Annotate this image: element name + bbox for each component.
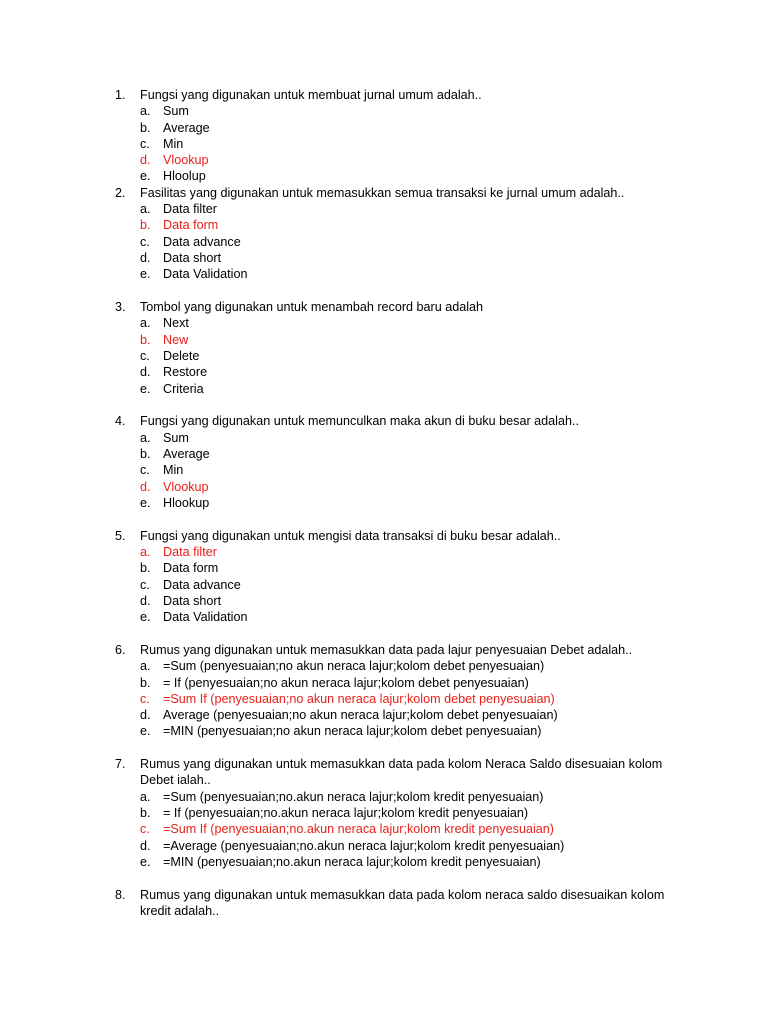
question-number: 3. [115,300,126,315]
answer-option-correct [0,479,768,495]
answer-option [0,168,768,184]
question-row [0,87,768,103]
option-letter: e. [140,381,151,396]
option-text: =Sum If (penyesuaian;no.akun neraca lajur;kolom kredit penyesuaian) [163,822,554,837]
answer-option [0,266,768,282]
question-text: Fungsi yang digunakan untuk membuat jurnal umum adalah.. [140,88,482,102]
question-8 [0,887,768,920]
option-letter: a. [140,104,151,119]
option-letter: e. [140,610,151,625]
answer-option-correct [0,217,768,233]
option-letter: a. [140,316,151,331]
option-letter: e. [140,169,151,184]
option-letter: d. [140,479,151,494]
option-text: Vlookup [163,153,209,168]
question-number: 7. [115,757,126,772]
option-letter: e. [140,495,151,510]
answer-option [0,838,768,854]
answer-option [0,315,768,331]
answer-option [0,658,768,674]
option-text: Data filter [163,202,217,217]
option-text: Hlookup [163,495,210,510]
question-7 [0,756,768,870]
question-row [0,185,768,201]
option-letter: c. [140,463,150,478]
answer-option-correct [0,152,768,168]
option-text: = If (penyesuaian;no akun neraca lajur;kolom debet penyesuaian) [163,675,529,690]
question-1 [0,87,768,185]
answer-option [0,364,768,380]
answer-option [0,430,768,446]
option-text: Sum [163,430,189,445]
option-letter: e. [140,854,151,869]
option-text: =Average (penyesuaian;no.akun neraca lajur;kolom kredit penyesuaian) [163,838,565,853]
option-text: =MIN (penyesuaian;no akun neraca lajur;kolom debet penyesuaian) [163,724,542,739]
option-text: Data short [163,593,222,608]
answer-option [0,250,768,266]
answer-option [0,348,768,364]
option-text: Sum [163,104,189,119]
answer-option [0,495,768,511]
answer-option [0,789,768,805]
option-text: =Sum (penyesuaian;no akun neraca lajur;kolom debet penyesuaian) [163,659,545,674]
option-letter: d. [140,153,151,168]
option-letter: c. [140,691,150,706]
option-text: Delete [163,348,200,363]
option-text: =Sum If (penyesuaian;no akun neraca lajur;kolom debet penyesuaian) [163,691,555,706]
answer-option [0,609,768,625]
option-text: Vlookup [163,479,209,494]
option-letter: a. [140,789,151,804]
option-letter: a. [140,659,151,674]
answer-option [0,675,768,691]
question-text: Rumus yang digunakan untuk memasukkan data pada kolom Neraca Saldo disesuaian kolom Debet ialah.. [140,757,663,788]
question-5 [0,528,768,626]
option-letter: b. [140,675,151,690]
option-letter: b. [140,120,151,135]
question-row [0,887,768,920]
option-letter: c. [140,234,150,249]
answer-option-correct [0,544,768,560]
question-row [0,413,768,429]
option-text: Data filter [163,544,217,559]
question-number: 2. [115,185,126,200]
question-row [0,756,768,789]
option-text: Data form [163,218,219,233]
option-text: =MIN (penyesuaian;no.akun neraca lajur;kolom kredit penyesuaian) [163,854,541,869]
option-letter: b. [140,332,151,347]
question-text: Tombol yang digunakan untuk menambah record baru adalah [140,300,484,315]
question-number: 8. [115,887,126,902]
answer-option [0,723,768,739]
option-text: Data Validation [163,610,248,625]
answer-option-correct [0,332,768,348]
answer-option [0,381,768,397]
option-letter: c. [140,136,150,151]
option-letter: a. [140,430,151,445]
question-text: Fasilitas yang digunakan untuk memasukkan semua transaksi ke jurnal umum adalah.. [140,185,625,200]
option-text: Average [163,446,210,461]
option-letter: e. [140,267,151,282]
question-number: 6. [115,642,126,657]
option-text: Data advance [163,577,241,592]
option-text: Next [163,316,189,331]
option-text: Data form [163,561,219,576]
question-row [0,528,768,544]
question-3 [0,299,768,397]
option-text: Min [163,136,184,151]
option-letter: e. [140,724,151,739]
option-text: Average (penyesuaian;no akun neraca lajur;kolom debet penyesuaian) [163,708,558,723]
question-text: Fungsi yang digunakan untuk memunculkan maka akun di buku besar adalah.. [140,414,579,429]
question-text: Rumus yang digunakan untuk memasukkan data pada lajur penyesuaian Debet adalah.. [140,642,633,657]
question-row [0,642,768,658]
option-letter: b. [140,806,151,821]
answer-option [0,103,768,119]
option-letter: d. [140,593,151,608]
answer-option [0,120,768,136]
answer-option [0,593,768,609]
question-text: Fungsi yang digunakan untuk mengisi data transaksi di buku besar adalah.. [140,528,561,543]
option-letter: a. [140,202,151,217]
option-text: Data short [163,250,222,265]
question-number: 5. [115,528,126,543]
question-number: 4. [115,414,126,429]
answer-option [0,560,768,576]
option-text: Data advance [163,234,241,249]
question-row [0,299,768,315]
option-letter: c. [140,348,150,363]
answer-option [0,201,768,217]
option-text: =Sum (penyesuaian;no.akun neraca lajur;kolom kredit penyesuaian) [163,789,544,804]
option-text: Restore [163,365,208,380]
option-letter: c. [140,822,150,837]
option-letter: d. [140,838,151,853]
option-text: Average [163,120,210,135]
option-text: = If (penyesuaian;no.akun neraca lajur;kolom kredit penyesuaian) [163,806,529,821]
option-letter: c. [140,577,150,592]
answer-option [0,577,768,593]
answer-option [0,136,768,152]
answer-option-correct [0,691,768,707]
option-text: Criteria [163,381,204,396]
question-number: 1. [115,88,126,102]
option-text: Hloolup [163,169,206,184]
answer-option [0,854,768,870]
answer-option [0,234,768,250]
option-text: Min [163,463,184,478]
answer-option [0,462,768,478]
option-text: Data Validation [163,267,248,282]
option-text: New [163,332,189,347]
answer-option [0,707,768,723]
option-letter: b. [140,446,151,461]
option-letter: d. [140,365,151,380]
question-text: Rumus yang digunakan untuk memasukkan data pada kolom neraca saldo disesuaikan kolom kredit adalah.. [140,887,665,919]
question-6 [0,642,768,740]
option-letter: d. [140,250,151,265]
option-letter: d. [140,708,151,723]
option-letter: b. [140,561,151,576]
option-letter: a. [140,544,151,559]
answer-option [0,446,768,462]
question-2 [0,185,768,283]
answer-option [0,805,768,821]
answer-option-correct [0,821,768,837]
option-letter: b. [140,218,151,233]
question-4 [0,413,768,511]
